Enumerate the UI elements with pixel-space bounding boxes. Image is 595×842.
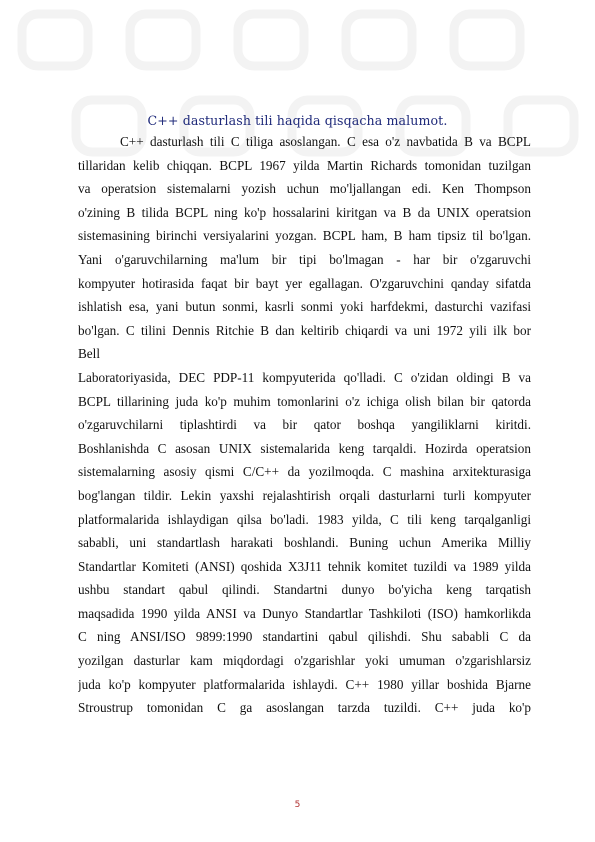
page-number: 5 [294,800,301,810]
text-line: sababli, uni standartlash harakati boshlandi. Buning uchun Amerika Milliy [78,535,531,551]
document-title: C++ dasturlash tili haqida qisqacha malumot. [147,113,448,128]
text-line: C ning ANSI/ISO 9899:1990 standartini qabul qilishdi. Shu sababli C da [78,629,531,645]
body-text [78,130,531,720]
text-line: bog'langan tildir. Lekin yaxshi rejalashtirish orqali dasturlarni turli kompyuter [78,487,531,503]
text-line: o'zining B tilida BCPL ning ko'p hossalarini kiritgan va B da UNIX operatsion [78,204,531,220]
text-line: kompyuter hotirasida faqat bir bayt yer egallagan. O'zgaruvchini qanday sifatda [78,275,531,291]
text-line: Boshlanishda C asosan UNIX sistemalarida keng tarqaldi. Hozirda operatsion [78,440,531,456]
text-line: juda ko'p kompyuter platformalarida ishlaydi. C++ 1980 yillar boshida Bjarne [78,676,531,692]
text-line: platformalarida ishlaydigan qilsa bo'ladi. 1983 yilda, C tili keng tarqalganligi [78,511,531,527]
text-line: yozilgan dasturlar kam miqdordagi o'zgarishlar yoki umuman o'zgarishlarsiz [78,653,531,669]
text-line: va operatsion sistemalarni yozish uchun mo'ljallangan edi. Ken Thompson [78,181,531,197]
text-line: tillaridan kelib chiqqan. BCPL 1967 yilda Martin Richards tomonidan tuzilgan [78,157,531,173]
text-line: BCPL tillarining juda ko'p muhim tomonlarini o'z ichiga olish bilan bir qatorda [78,393,531,409]
text-line: Yani o'garuvchilarning ma'lum bir tipi bo'lmagan - har bir o'zgaruvchi [78,251,531,267]
text-line: o'zgaruvchilarni tiplashtirdi va bir qator boshqa yangiliklarni kiritdi. [78,417,531,433]
text-line: ishlatish esa, yani butun sonmi, kasrli sonmi yoki harfdekmi, dasturchi vazifasi [78,299,531,315]
text-line: bo'lgan. C tilini Dennis Ritchie B dan keltirib chiqardi va uni 1972 yili ilk bor [78,322,531,338]
text-line: Laboratoriyasida, DEC PDP-11 kompyuterida qo'lladi. C o'zidan oldingi B va [78,369,531,385]
text-line: sistemasining birinchi versiyalarini yozgan. BCPL ham, B ham tipsiz til bo'lgan. [78,228,531,244]
text-line: sistemalarning asosiy qismi C/C++ da yozilmoqda. C mashina arxitekturasiga [78,464,531,480]
text-line: Stroustrup tomonidan C ga asoslangan tarzda tuzildi. C++ juda ko'p [78,700,531,716]
text-line: ushbu standart qabul qilindi. Standartni dunyo bo'yicha keng tarqatish [78,582,531,598]
text-line: C++ dasturlash tili C tiliga asoslangan. C esa o'z navbatida B va BCPL [120,134,531,149]
text-line: Bell [78,346,100,362]
text-line: Standartlar Komiteti (ANSI) qoshida X3J11 tehnik komitet tuzildi va 1989 yilda [78,558,531,574]
text-line: maqsadida 1990 yilda ANSI va Dunyo Standartlar Tashkiloti (ISO) hamkorlikda [78,605,531,621]
